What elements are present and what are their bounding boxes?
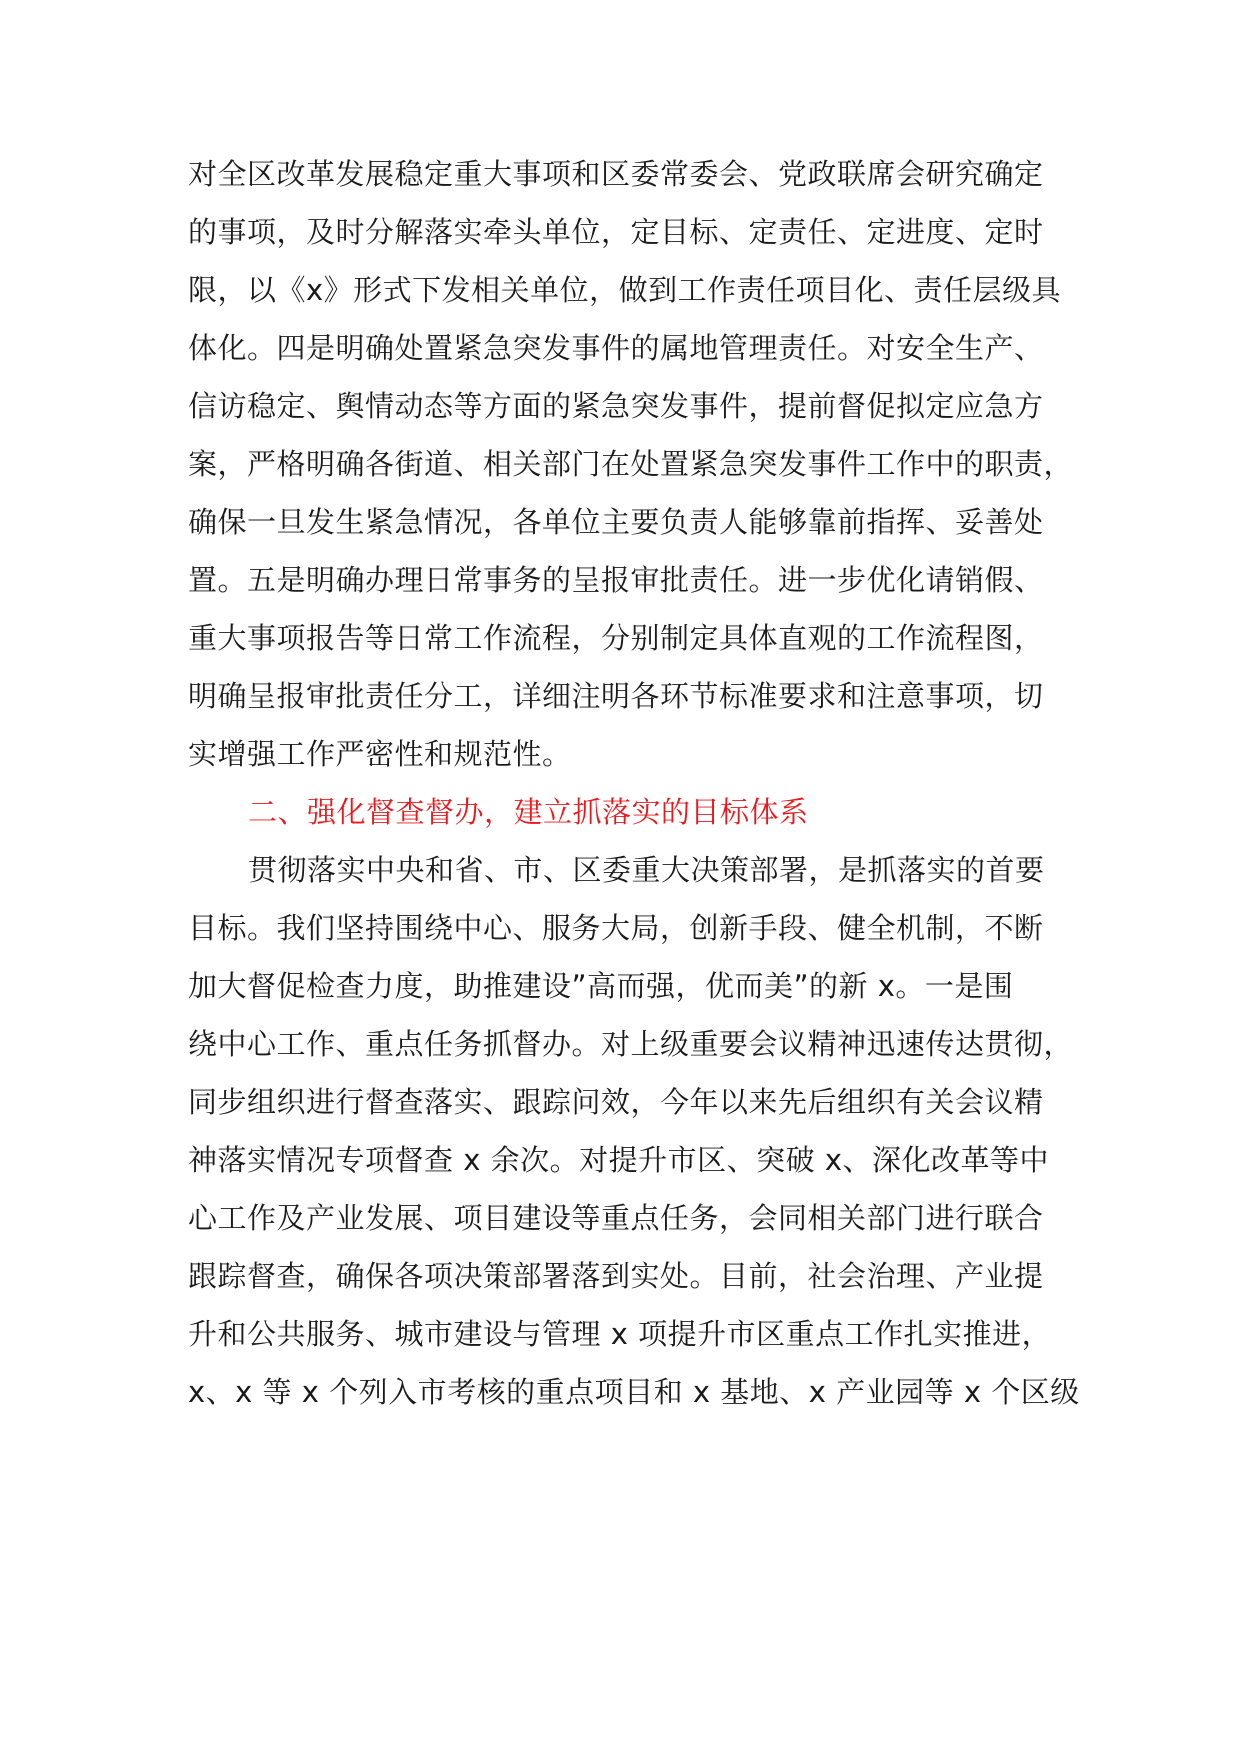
paragraph-line: 对全区改革发展稳定重大事项和区委常委会、党政联席会研究确定 (188, 157, 1044, 191)
paragraph-line: 信访稳定、舆情动态等方面的紧急突发事件，提前督促拟定应急方 (188, 389, 1044, 423)
section-heading: 二、强化督查督办，建立抓落实的目标体系 (248, 795, 809, 829)
paragraph-line: 置。五是明确办理日常事务的呈报审批责任。进一步优化请销假、 (188, 563, 1044, 597)
paragraph-line: 确保一旦发生紧急情况，各单位主要负责人能够靠前指挥、妥善处 (188, 505, 1044, 539)
paragraph-line: 跟踪督查，确保各项决策部署落到实处。目前，社会治理、产业提 (188, 1259, 1044, 1293)
paragraph-line: 明确呈报审批责任分工，详细注明各环节标准要求和注意事项，切 (188, 679, 1044, 713)
paragraph-line: 的事项，及时分解落实牵头单位，定目标、定责任、定进度、定时 (188, 215, 1044, 249)
paragraph-line: 案，严格明确各街道、相关部门在处置紧急突发事件工作中的职责， (188, 447, 1074, 481)
paragraph-line: 神落实情况专项督查 x 余次。对提升市区、突破 x、深化改革等中 (188, 1143, 1049, 1177)
paragraph-line: x、x 等 x 个列入市考核的重点项目和 x 基地、x 产业园等 x 个区级 (188, 1375, 1080, 1409)
paragraph-line: 升和公共服务、城市建设与管理 x 项提升市区重点工作扎实推进， (188, 1317, 1052, 1351)
paragraph-line: 重大事项报告等日常工作流程，分别制定具体直观的工作流程图， (188, 621, 1044, 655)
paragraph-line: 绕中心工作、重点任务抓督办。对上级重要会议精神迅速传达贯彻， (188, 1027, 1074, 1061)
paragraph-line: 体化。四是明确处置紧急突发事件的属地管理责任。对安全生产、 (188, 331, 1044, 365)
paragraph-line: 贯彻落实中央和省、市、区委重大决策部署，是抓落实的首要 (248, 853, 1045, 887)
paragraph-line: 限，以《x》形式下发相关单位，做到工作责任项目化、责任层级具 (188, 273, 1062, 307)
paragraph-line: 心工作及产业发展、项目建设等重点任务，会同相关部门进行联合 (188, 1201, 1044, 1235)
paragraph-line: 实增强工作严密性和规范性。 (188, 737, 572, 771)
paragraph-line: 目标。我们坚持围绕中心、服务大局，创新手段、健全机制，不断 (188, 911, 1044, 945)
paragraph-line: 加大督促检查力度，助推建设”高而强，优而美”的新 x。一是围 (188, 969, 1014, 1003)
paragraph-line: 同步组织进行督查落实、跟踪问效，今年以来先后组织有关会议精 (188, 1085, 1044, 1119)
